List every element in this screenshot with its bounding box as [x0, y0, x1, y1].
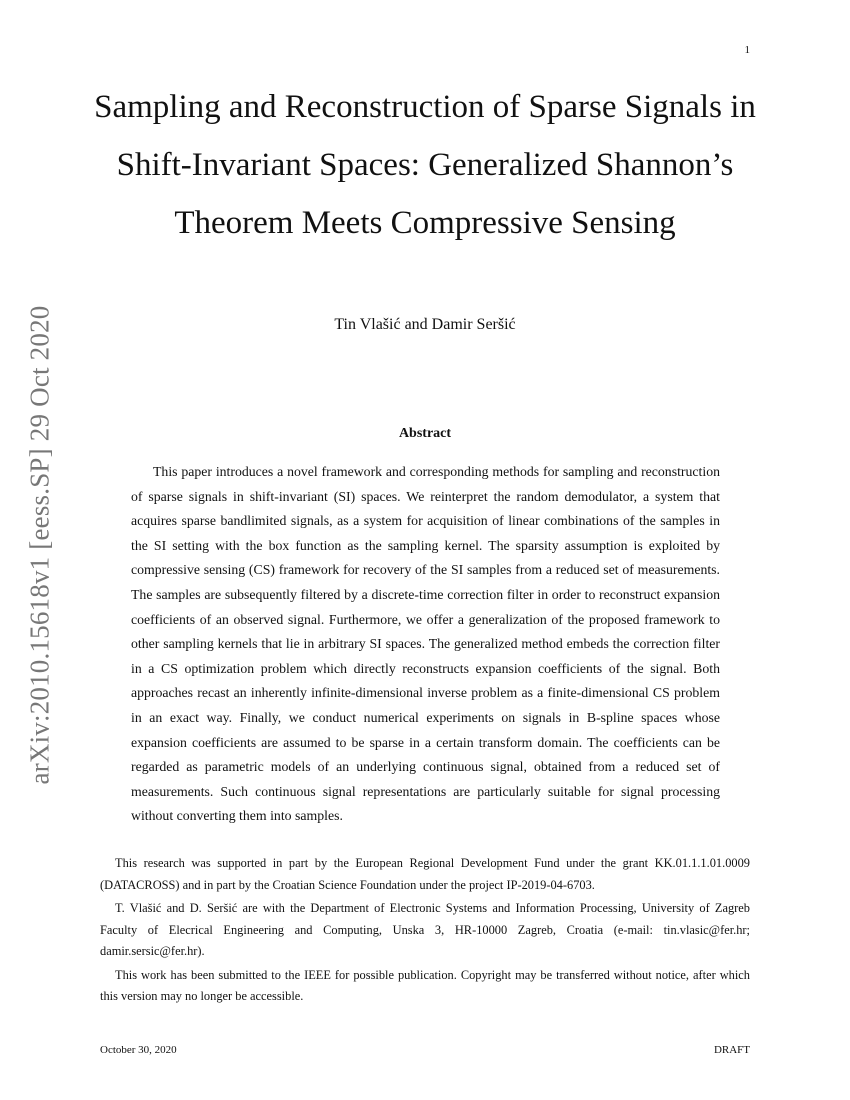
paper-authors: Tin Vlašić and Damir Seršić: [334, 316, 516, 333]
footnote-copyright: This work has been submitted to the IEEE for possible publication. Copyright may be transferred without notice, after which this version may no longer be accessible.: [100, 967, 750, 1003]
footnote-funding: This research was supported in part by the European Regional Development Fund under the grant KK.01.1.1.01.0009 (DATACROSS) and in part by the Croatian Science Foundation under the project IP-2019-04-6703.: [100, 856, 750, 892]
footer-status: DRAFT: [713, 1044, 750, 1056]
arxiv-identifier[interactable]: arXiv:2010.15618v1 [eess.SP] 29 Oct 2020: [24, 305, 55, 785]
page-number: 1: [744, 44, 750, 56]
footnotes: [100, 853, 750, 1010]
footer-date: October 30, 2020: [100, 1044, 177, 1056]
paper-title: Sampling and Reconstruction of Sparse Signals in Shift-Invariant Spaces: Generalized Shannon’s Theorem Meets Compressive Sensing: [94, 89, 756, 241]
abstract-heading: Abstract: [398, 426, 452, 441]
abstract-text: This paper introduces a novel framework and corresponding methods for sampling and reconstruction of sparse signals in shift-invariant (SI) spaces. We reinterpret the random demodulator, a system that acquires sparse bandlimited signals, as a system for acquisition of linear combinations of the samples in the SI setting with the box function as the sampling kernel. The sparsity assumption is exploited by compressive sensing (CS) framework for recovery of the SI samples from a reduced set of measurements. The samples are subsequently filtered by a discrete-time correction filter in order to reconstruct expansion coefficients of an observed signal. Furthermore, we offer a generalization of the proposed framework to other sampling kernels that lie in arbitrary SI spaces. The generalized method embeds the correction filter in a CS optimization problem which directly reconstructs expansion coefficients of the signal. Both approaches recast an inherently infinite-dimensional inverse problem as a finite-dimensional CS problem in an exact way. Finally, we conduct numerical experiments on signals in B-spline spaces whose expansion coefficients are assumed to be sparse in a certain transform domain. The coefficients can be regarded as parametric models of an underlying continuous signal, obtained from a reduced set of measurements. Such continuous signal representations are particularly suitable for signal processing without converting them into samples.: [131, 464, 720, 824]
footnote-affiliation: T. Vlašić and D. Seršić are with the Department of Electronic Systems and Information Processing, University of Zagreb Faculty of Elecrical Engineering and Computing, Unska 3, HR-10000 Zagreb, Croatia (e-mail: tin.vlasic@fer.hr; damir.sersic@fer.hr).: [100, 901, 750, 958]
